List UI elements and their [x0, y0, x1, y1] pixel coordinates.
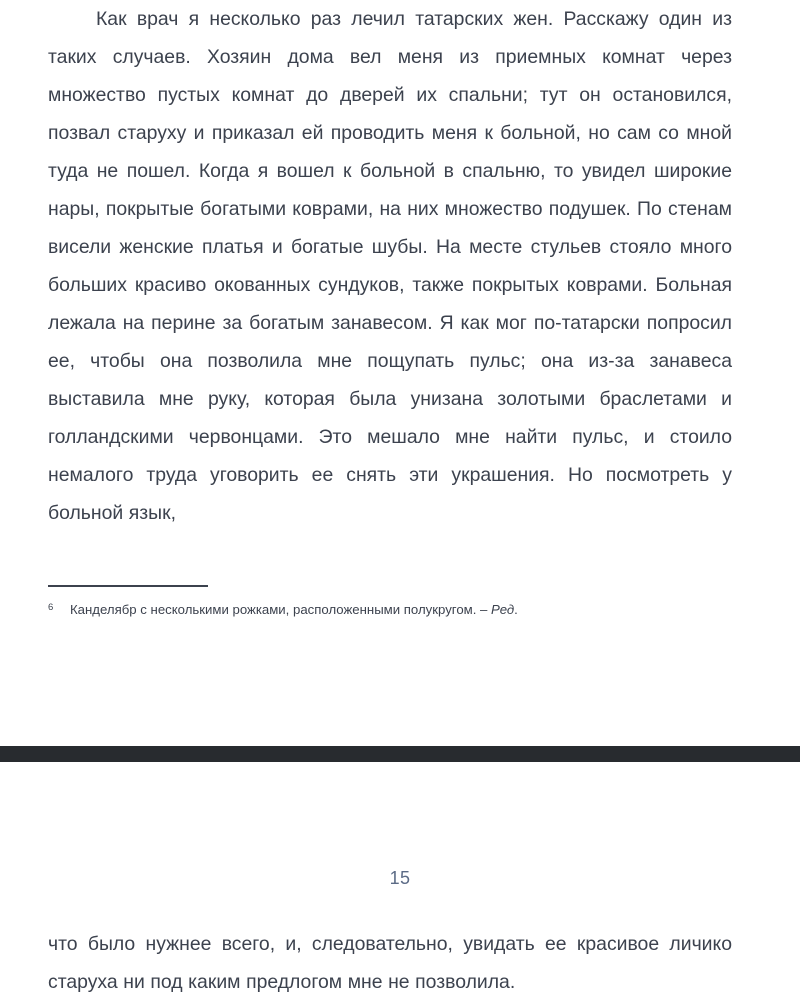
continuation-text-block	[48, 925, 732, 1001]
footnote-text-end: .	[514, 602, 518, 617]
footnote-attribution: Ред	[491, 602, 515, 617]
footnote-marker: 6	[48, 602, 54, 613]
footnote-text	[70, 601, 732, 619]
footnote-separator-rule	[48, 585, 208, 587]
footnote-row	[48, 601, 732, 619]
footnote-zone	[48, 585, 732, 619]
page-separator-bar	[0, 746, 800, 762]
page-number: 15	[389, 868, 411, 888]
main-text-block	[48, 0, 732, 532]
footnote-text-main: Канделябр с несколькими рожками, расположенными полукругом. –	[70, 602, 492, 617]
continuation-paragraph: что было нужнее всего, и, следовательно, увидать ее красивое личико старуха ни под каким предлогом мне не позволила.	[48, 933, 732, 993]
main-paragraph: Как врач я несколько раз лечил татарских жен. Расскажу один из таких случаев. Хозяин дома вел меня из приемных комнат через множество пустых комнат до дверей их спальни; тут он остановился, позвал старуху и приказал ей проводить меня к больной, но сам со мной туда не пошел. Когда я вошел к больной в спальню, то увидел широкие нары, покрытые богатыми коврами, на них множество подушек. По стенам висели женские платья и богатые шубы. На месте стульев стояло много больших красиво окованных сундуков, также покрытых коврами. Больная лежала на перине за богатым занавесом. Я как мог по-татарски попросил ее, чтобы она позволила мне пощупать пульс; она из-за занавеса выставила мне руку, которая была унизана золотыми браслетами и голландскими червонцами. Это мешало мне найти пульс, и стоило немалого труда уговорить ее снять эти украшения. Но посмотреть у больной язык,	[48, 8, 732, 524]
